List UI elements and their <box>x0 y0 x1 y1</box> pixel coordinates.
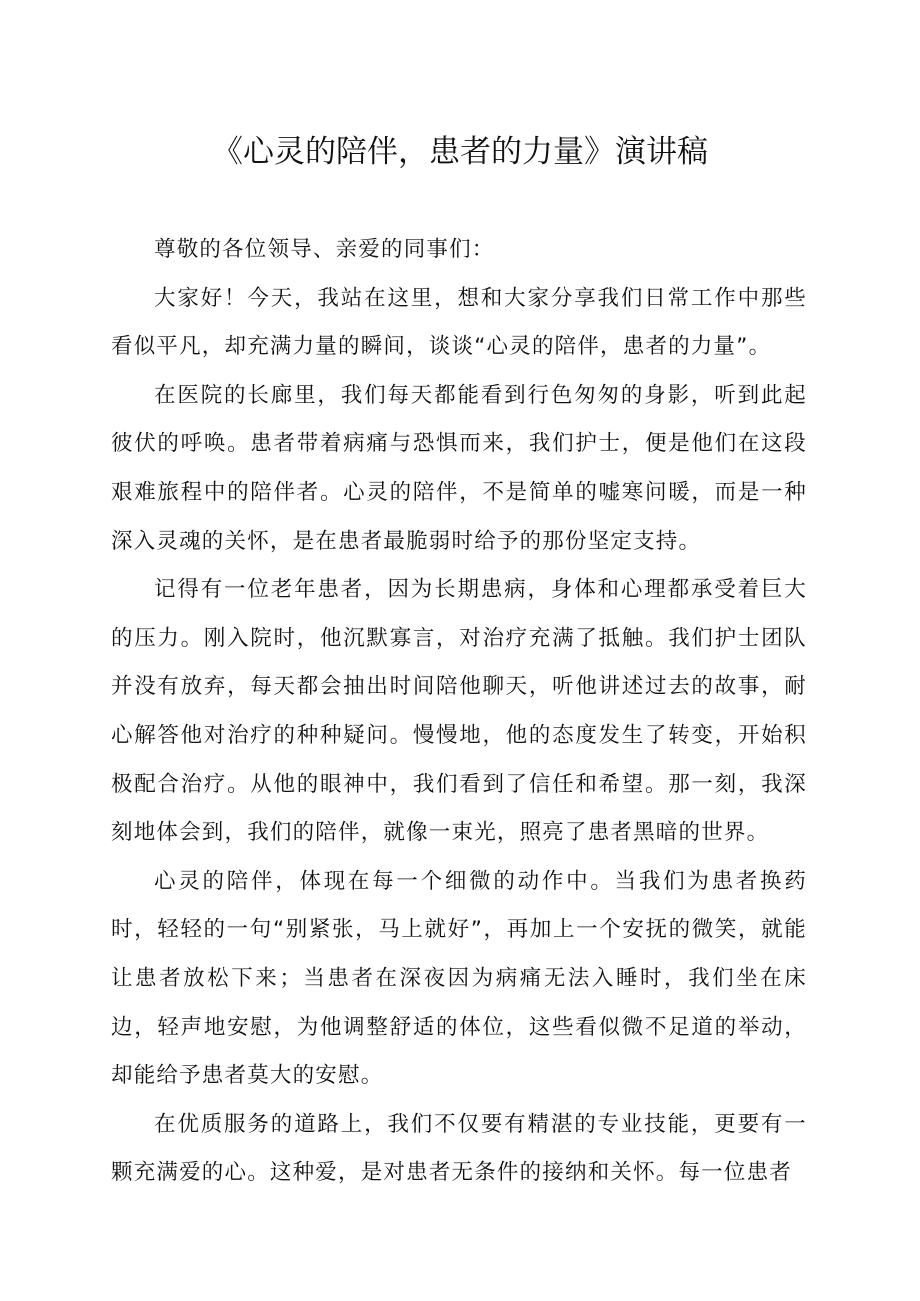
paragraph-elderly-patient: 记得有一位老年患者，因为长期患病，身体和心理都承受着巨大的压力。刚入院时，他沉默寡言，对治疗充满了抵触。我们护士团队并没有放弃，每天都会抽出时间陪他聊天，听他讲述过去的故事，耐心解答他对治疗的种种疑问。慢慢地，他的态度发生了转变，开始积极配合治疗。从他的眼神中，我们看到了信任和希望。那一刻，我深刻地体会到，我们的陪伴，就像一束光，照亮了患者黑暗的世界。 <box>111 577 807 846</box>
paragraph-greeting: 大家好！今天，我站在这里，想和大家分享我们日常工作中那些看似平凡，却充满力量的瞬间，谈谈“心灵的陪伴，患者的力量”。 <box>111 285 807 360</box>
paragraph-quality-service: 在优质服务的道路上，我们不仅要有精湛的专业技能，更要有一颗充满爱的心。这种爱，是对患者无条件的接纳和关怀。每一位患者 <box>111 1111 807 1186</box>
paragraph-hospital-corridor: 在医院的长廊里，我们每天都能看到行色匆匆的身影，听到此起彼伏的呼唤。患者带着病痛与恐惧而来，我们护士，便是他们在这段艰难旅程中的陪伴者。心灵的陪伴，不是简单的嘘寒问暖，而是一种深入灵魂的关怀，是在患者最脆弱时给予的那份坚定支持。 <box>111 382 807 554</box>
document-title: 《心灵的陪伴，患者的力量》演讲稿 <box>212 134 708 170</box>
document-body <box>111 226 807 1198</box>
paragraph-salutation: 尊敬的各位领导、亲爱的同事们： <box>154 237 495 262</box>
paragraph-small-actions: 心灵的陪伴，体现在每一个细微的动作中。当我们为患者换药时，轻轻的一句“别紧张，马上就好”，再加上一个安抚的微笑，就能让患者放松下来；当患者在深夜因为病痛无法入睡时，我们坐在床边，轻声地安慰，为他调整舒适的体位，这些看似微不足道的举动，却能给予患者莫大的安慰。 <box>111 868 807 1089</box>
